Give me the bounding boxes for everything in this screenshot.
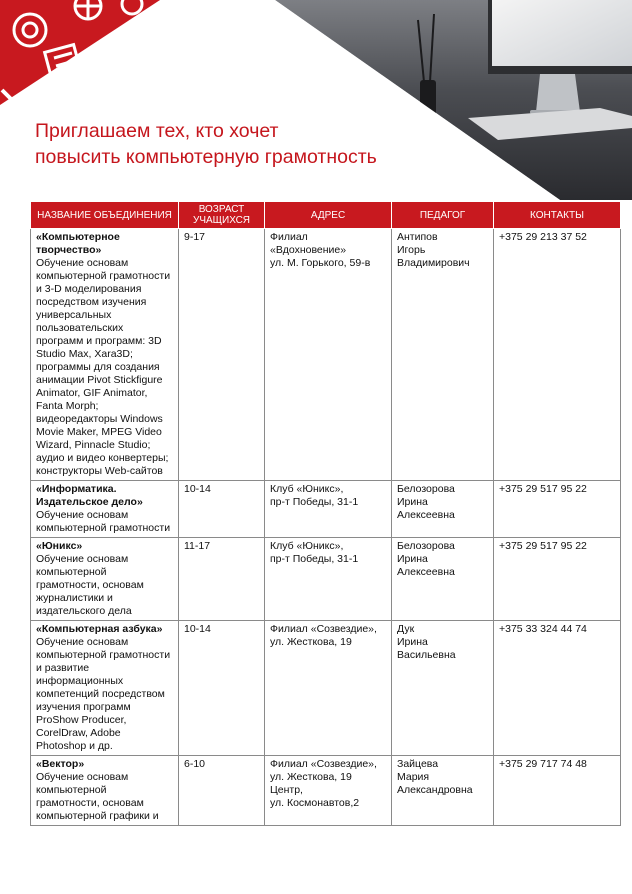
association-name: «Компьютерная азбука» <box>36 623 163 635</box>
cell-age: 10-14 <box>179 621 265 756</box>
teacher-patronymic: Алексеевна <box>397 566 455 578</box>
address-line: ул. Жесткова, 19 <box>270 636 352 648</box>
teacher-patronymic: Александровна <box>397 784 473 796</box>
association-description: Обучение основам компьютерной грамотности и развитие информационных компетенций посредством изучения программ ProShow Producer, CorelDraw, Adobe Photoshop и др. <box>36 636 171 752</box>
header-address: АДРЕС <box>265 202 392 229</box>
cell-age: 6-10 <box>179 756 265 826</box>
address-line: Центр, <box>270 784 303 796</box>
header-age: ВОЗРАСТ УЧАЩИХСЯ <box>179 202 265 229</box>
associations-table <box>30 201 621 826</box>
association-name: «Информатика. Издательское дело» <box>36 483 143 508</box>
teacher-name: Ирина <box>397 553 428 565</box>
association-description: Обучение основам компьютерной грамотности <box>36 509 171 534</box>
teacher-patronymic: Алексеевна <box>397 509 455 521</box>
cell-teacher <box>392 538 494 621</box>
cell-contacts: +375 29 213 37 52 <box>494 229 621 481</box>
cell-age: 9-17 <box>179 229 265 481</box>
cell-address <box>265 756 392 826</box>
table-row <box>31 756 621 826</box>
association-name: «Юникс» <box>36 540 83 552</box>
address-line: пр-т Победы, 31-1 <box>270 496 359 508</box>
association-description: Обучение основам компьютерной грамотности и 3-D моделирования посредством изучения универсальных пользовательских программ и программ: 3D Studio Max, Xara3D; программы для создания анимации Pivot Stickfigure Animator, GIF Animator, Fanta Morph; видеоредакторы Windows Movie Maker, MPEG Video Wizard, Pinnacle Studio; аудио и видео конвертеры; конструкторы Web-сайтов <box>36 257 171 477</box>
cell-name <box>31 756 179 826</box>
cell-name <box>31 481 179 538</box>
cell-contacts: +375 29 517 95 22 <box>494 538 621 621</box>
teacher-patronymic: Васильевна <box>397 649 456 661</box>
address-line: Филиал «Вдохновение» <box>270 231 347 256</box>
cell-name <box>31 621 179 756</box>
association-name: «Компьютерное творчество» <box>36 231 120 256</box>
cell-contacts: +375 29 717 74 48 <box>494 756 621 826</box>
table-row <box>31 481 621 538</box>
cell-address <box>265 538 392 621</box>
header-artwork <box>0 0 632 200</box>
page-title <box>35 118 377 170</box>
association-description: Обучение основам компьютерной грамотности, основам компьютерной графики и <box>36 771 159 822</box>
teacher-name: Ирина <box>397 496 428 508</box>
teacher-name: Мария <box>397 771 430 783</box>
table-row <box>31 538 621 621</box>
teacher-surname: Зайцева <box>397 758 439 770</box>
teacher-surname: Антипов <box>397 231 438 243</box>
teacher-surname: Белозорова <box>397 483 455 495</box>
table-header-row <box>31 202 621 229</box>
teacher-name: Игорь <box>397 244 426 256</box>
cell-address <box>265 481 392 538</box>
title-line-2: повысить компьютерную грамотность <box>35 146 377 168</box>
cell-age: 11-17 <box>179 538 265 621</box>
cell-address <box>265 621 392 756</box>
address-line: ул. Космонавтов,2 <box>270 797 360 809</box>
cell-contacts: +375 29 517 95 22 <box>494 481 621 538</box>
cell-age: 10-14 <box>179 481 265 538</box>
cell-name <box>31 229 179 481</box>
address-line: пр-т Победы, 31-1 <box>270 553 359 565</box>
cell-teacher <box>392 756 494 826</box>
address-line: Филиал «Созвездие», <box>270 758 377 770</box>
address-line: ул. М. Горького, 59-в <box>270 257 371 269</box>
title-line-1: Приглашаем тех, кто хочет <box>35 120 279 142</box>
cell-teacher <box>392 621 494 756</box>
cell-teacher <box>392 229 494 481</box>
teacher-name: Ирина <box>397 636 428 648</box>
table-row <box>31 229 621 481</box>
teacher-patronymic: Владимирович <box>397 257 470 269</box>
header-contacts: КОНТАКТЫ <box>494 202 621 229</box>
address-line: ул. Жесткова, 19 <box>270 771 352 783</box>
cell-teacher <box>392 481 494 538</box>
header-name: НАЗВАНИЕ ОБЪЕДИНЕНИЯ <box>31 202 179 229</box>
cell-address <box>265 229 392 481</box>
address-line: Клуб «Юникс», <box>270 483 344 495</box>
teacher-surname: Дук <box>397 623 415 635</box>
address-line: Филиал «Созвездие», <box>270 623 377 635</box>
association-name: «Вектор» <box>36 758 85 770</box>
cell-name <box>31 538 179 621</box>
association-description: Обучение основам компьютерной грамотности, основам журналистики и издательского дела <box>36 553 144 617</box>
teacher-surname: Белозорова <box>397 540 455 552</box>
header-banner <box>0 0 632 200</box>
address-line: Клуб «Юникс», <box>270 540 344 552</box>
header-teacher: ПЕДАГОГ <box>392 202 494 229</box>
table-row <box>31 621 621 756</box>
cell-contacts: +375 33 324 44 74 <box>494 621 621 756</box>
